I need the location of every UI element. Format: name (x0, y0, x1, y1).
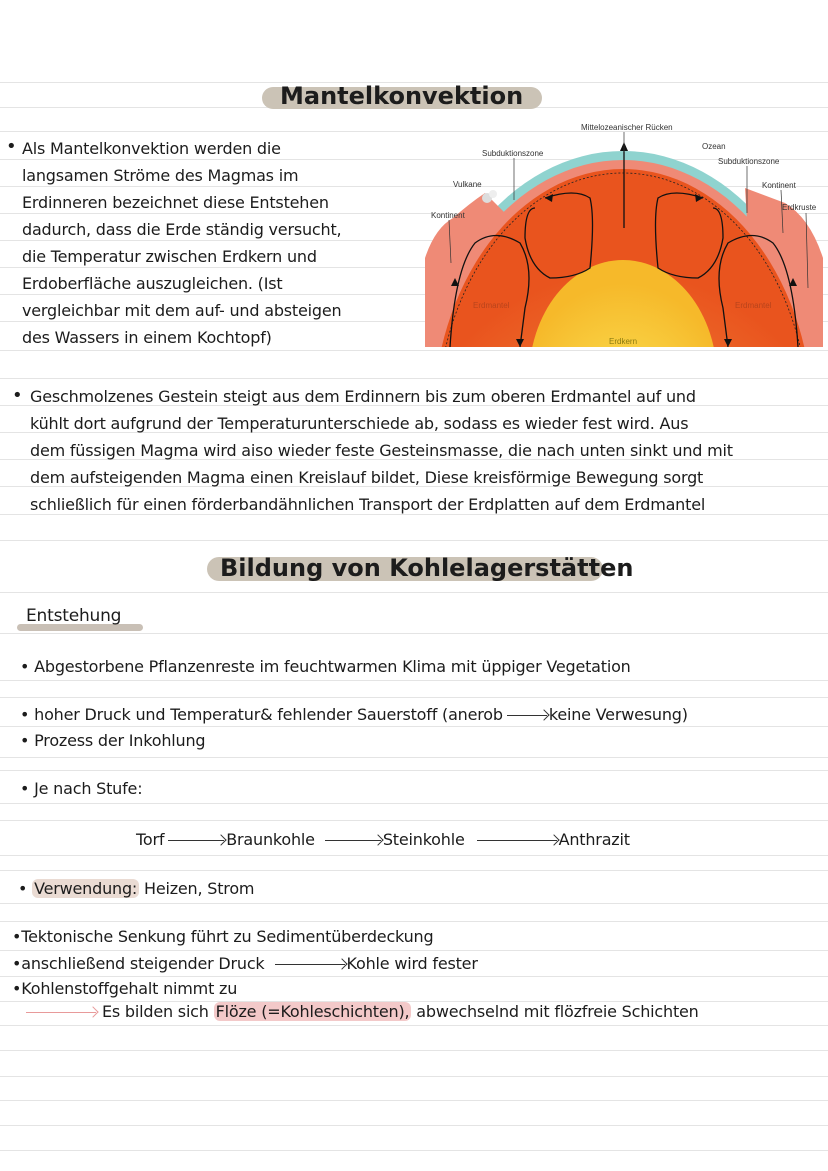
ruled-line (0, 697, 828, 698)
text-line: Als Mantelkonvektion werden die (22, 139, 281, 158)
ruled-line (0, 1150, 828, 1151)
label-core: Erdkern (609, 337, 638, 346)
subheading-entstehung: Entstehung (26, 606, 122, 626)
text-line: Geschmolzenes Gestein steigt aus dem Erdinnern bis zum oberen Erdmantel auf und (30, 387, 696, 406)
bullet-dot: • (12, 385, 23, 406)
label-ocean: Ozean (702, 142, 726, 151)
text-line: dem füssigen Magma wird aiso wieder feste Gesteinsmasse, die nach unten sinkt und mit (30, 441, 733, 460)
ruled-line (0, 633, 828, 634)
text-line: langsamen Ströme des Magmas im (22, 166, 299, 185)
result-text: Es bilden sich (102, 1002, 214, 1021)
text-line: vergleichbar mit dem auf- und absteigen (22, 301, 342, 320)
ruled-line (0, 820, 828, 821)
ruled-line (0, 921, 828, 922)
arrow-icon (325, 840, 381, 841)
bullet-item: • Verwendung: Heizen, Strom (18, 879, 255, 898)
label-mantle-right: Erdmantel (735, 301, 772, 310)
bullet-text: keine Verwesung) (548, 705, 688, 724)
bullet-item: •Kohlenstoffgehalt nimmt zu (12, 979, 238, 998)
text-line: des Wassers in einem Kochtopf) (22, 328, 272, 347)
stage-braunkohle: Braunkohle (226, 830, 315, 849)
result-text: abwechselnd mit flözfreie Schichten (411, 1002, 699, 1021)
arrow-icon (275, 964, 345, 965)
ruled-line (0, 1125, 828, 1126)
bullet-text: •anschließend steigender Druck (12, 954, 265, 973)
coal-stages (136, 830, 630, 850)
ruled-line (0, 378, 828, 379)
stage-anthrazit: Anthrazit (558, 830, 630, 849)
ruled-line (0, 1025, 828, 1026)
ruled-line (0, 976, 828, 977)
ruled-line (0, 680, 828, 681)
stage-torf: Torf (136, 830, 165, 849)
bullet-text: Je nach Stufe: (34, 779, 143, 798)
ruled-line (0, 770, 828, 771)
text-line: Erdoberfläche auszugleichen. (Ist (22, 274, 283, 293)
bullet-item: • Abgestorbene Pflanzenreste im feuchtwarmen Klima mit üppiger Vegetation (20, 657, 631, 676)
text-line: schließlich für einen förderbandähnlichen Transport der Erdplatten auf dem Erdmantel (30, 495, 706, 514)
ruled-line (0, 1100, 828, 1101)
bullet-item: • hoher Druck und Temperatur& fehlender Sauerstoff (anerob keine Verwesung) (20, 705, 688, 724)
bullet-text: Prozess der Inkohlung (34, 731, 206, 750)
arrow-icon (477, 840, 557, 841)
bullet-item: • Je nach Stufe: (20, 779, 143, 798)
highlighted-term: Flöze (=Kohleschichten), (215, 1002, 410, 1021)
ruled-line (0, 870, 828, 871)
ruled-line (0, 726, 828, 727)
label-continent-right: Kontinent (762, 181, 796, 190)
arrow-icon (507, 715, 547, 716)
bullet-text: Kohle wird fester (346, 954, 478, 973)
bullet-item: • Prozess der Inkohlung (20, 731, 206, 750)
text-line: dadurch, dass die Erde ständig versucht, (22, 220, 342, 239)
ruled-line (0, 803, 828, 804)
ruled-line (0, 592, 828, 593)
usage-label: Verwendung: (34, 879, 138, 898)
bullet-item: •Tektonische Senkung führt zu Sedimentüberdeckung (12, 927, 434, 946)
section-title-mantelkonvektion: Mantelkonvektion (280, 82, 524, 110)
label-continent-left: Kontinent (431, 211, 465, 220)
ruled-line (0, 950, 828, 951)
arrow-icon (168, 840, 224, 841)
stage-steinkohle: Steinkohle (382, 830, 465, 849)
label-subduction-right: Subduktionszone (718, 157, 780, 166)
arrow-icon (26, 1012, 96, 1013)
label-ridge: Mittelozeanischer Rücken (581, 123, 673, 132)
label-volcanoes: Vulkane (453, 180, 482, 189)
mantle-convection-diagram (425, 118, 823, 350)
ruled-line (0, 903, 828, 904)
label-crust: Erdkruste (782, 203, 817, 212)
bullet-text: hoher Druck und Temperatur& fehlender Sauerstoff (anerob (34, 705, 503, 724)
text-line: dem aufsteigenden Magma einen Kreislauf bildet, Diese kreisförmige Bewegung sorgt (30, 468, 704, 487)
text-line: die Temperatur zwischen Erdkern und (22, 247, 317, 266)
label-mantle-left: Erdmantel (473, 301, 510, 310)
ruled-line (0, 1050, 828, 1051)
bullet-item (12, 954, 478, 974)
text-line: kühlt dort aufgrund der Temperaturunterschiede ab, sodass es wieder fest wird. Aus (30, 414, 689, 433)
text-line: Erdinneren bezeichnet diese Entstehen (22, 193, 329, 212)
ruled-line (0, 855, 828, 856)
ruled-line (0, 757, 828, 758)
label-subduction-left: Subduktionszone (482, 149, 544, 158)
usage-text: Heizen, Strom (139, 879, 255, 898)
bullet-dot: • (6, 136, 17, 157)
result-line (22, 1002, 699, 1022)
section-title-kohle: Bildung von Kohlelagerstätten (220, 554, 634, 582)
ruled-line (0, 350, 828, 351)
bullet-text: Abgestorbene Pflanzenreste im feuchtwarmen Klima mit üppiger Vegetation (34, 657, 631, 676)
ruled-line (0, 540, 828, 541)
ruled-line (0, 1076, 828, 1077)
